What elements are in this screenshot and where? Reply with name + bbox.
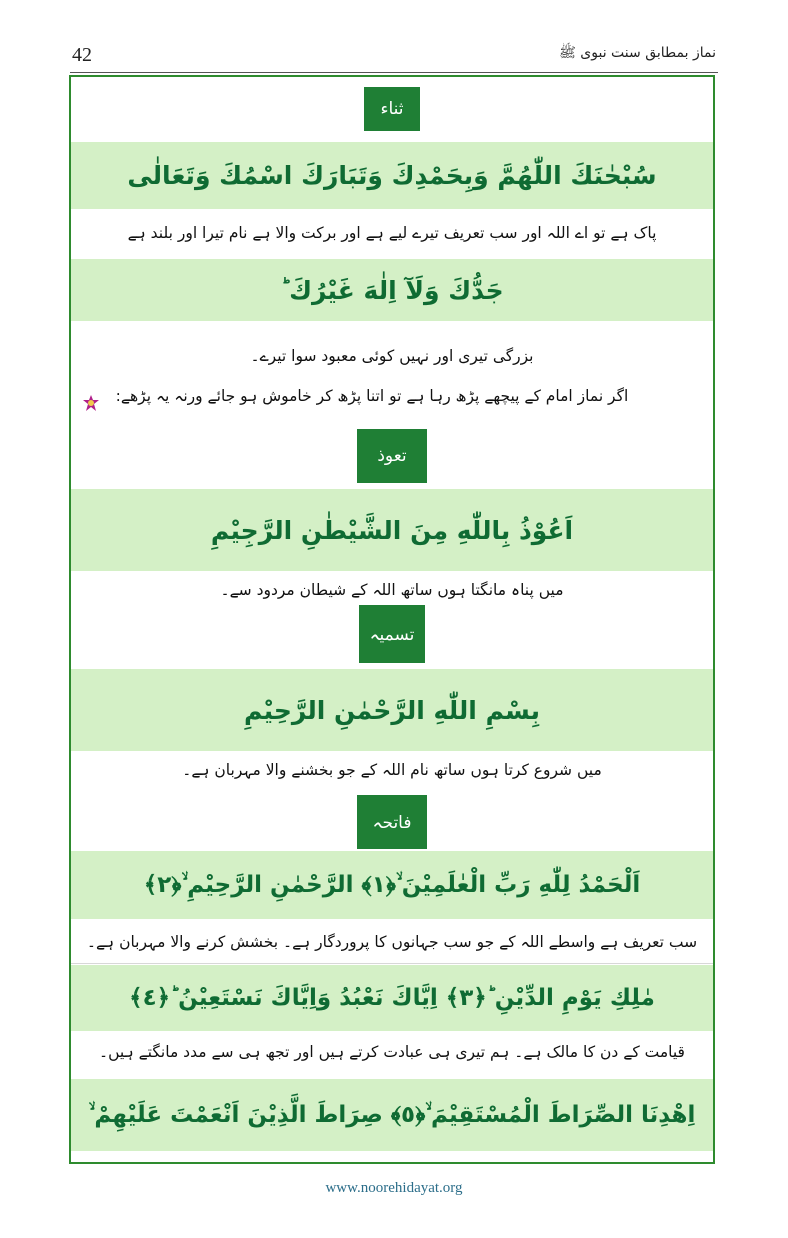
- fatiha-arabic-2: مٰلِكِ يَوْمِ الدِّيْنِ ؕ﴿٣﴾ اِيَّاكَ نَعْبُدُ وَاِيَّاكَ نَسْتَعِيْنُ ؕ﴿٤﴾: [71, 965, 713, 1031]
- sana-urdu-2: بزرگی تیری اور نہیں کوئی معبود سوا تیرے۔: [250, 347, 534, 365]
- fatiha-arabic-3: اِهْدِنَا الصِّرَاطَ الْمُسْتَقِيْمَ ۙ﴿٥﴾ صِرَاطَ الَّذِيْنَ اَنْعَمْتَ عَلَيْهِمْ ۙ: [71, 1079, 713, 1151]
- sana-badge: ثناء: [364, 87, 420, 131]
- taawwuz-badge: تعوذ: [357, 429, 427, 483]
- sana-note: اگر نماز امام کے پیچھے پڑھ رہا ہے تو اتنا پڑھ کر خاموش ہو جائے ورنہ یہ پڑھے:: [115, 387, 629, 405]
- sana-arabic-2: جَدُّكَ وَلَآ اِلٰهَ غَيْرُكَ ؕ: [71, 259, 713, 321]
- page-number: 42: [72, 44, 92, 66]
- tasmiya-urdu: میں شروع کرتا ہوں ساتھ نام اللہ کے جو بخشنے والا مہربان ہے۔: [182, 761, 602, 779]
- divider: [71, 963, 713, 964]
- flower-bullet-icon: [83, 395, 99, 411]
- tasmiya-arabic: بِسْمِ اللّٰهِ الرَّحْمٰنِ الرَّحِيْمِ: [71, 669, 713, 751]
- sana-urdu-1: پاک ہے تو اے اللہ اور سب تعریف تیرے لیے ہے اور برکت والا ہے نام تیرا اور بلند ہے: [127, 224, 657, 242]
- taawwuz-urdu: میں پناہ مانگتا ہوں ساتھ اللہ کے شیطان مردود سے۔: [220, 581, 564, 599]
- running-title: نماز بمطابق سنت نبوی ﷺ: [558, 45, 716, 61]
- fatiha-urdu-1: سب تعریف ہے واسطے اللہ کے جو سب جہانوں کا پروردگار ہے۔ بخشش کرنے والا مہربان ہے۔: [86, 933, 698, 951]
- taawwuz-arabic: اَعُوْذُ بِاللّٰهِ مِنَ الشَّيْطٰنِ الرَّجِيْمِ: [71, 489, 713, 571]
- fatiha-badge: فاتحہ: [357, 795, 427, 849]
- sana-arabic-1: سُبْحٰنَكَ اللّٰهُمَّ وَبِحَمْدِكَ وَتَبَارَكَ اسْمُكَ وَتَعَالٰى: [71, 142, 713, 209]
- header-rule: [70, 72, 718, 73]
- tasmiya-badge: تسمیہ: [359, 605, 425, 663]
- fatiha-urdu-2: قیامت کے دن کا مالک ہے۔ ہم تیری ہی عبادت کرتے ہیں اور تجھ ہی سے مدد مانگتے ہیں۔: [99, 1043, 685, 1061]
- content-frame: [69, 75, 715, 1164]
- footer-url[interactable]: www.noorehidayat.org: [325, 1180, 463, 1196]
- fatiha-arabic-1: اَلْحَمْدُ لِلّٰهِ رَبِّ الْعٰلَمِيْنَ ۙ﴿١﴾ الرَّحْمٰنِ الرَّحِيْمِ ۙ﴿٢﴾: [71, 851, 713, 919]
